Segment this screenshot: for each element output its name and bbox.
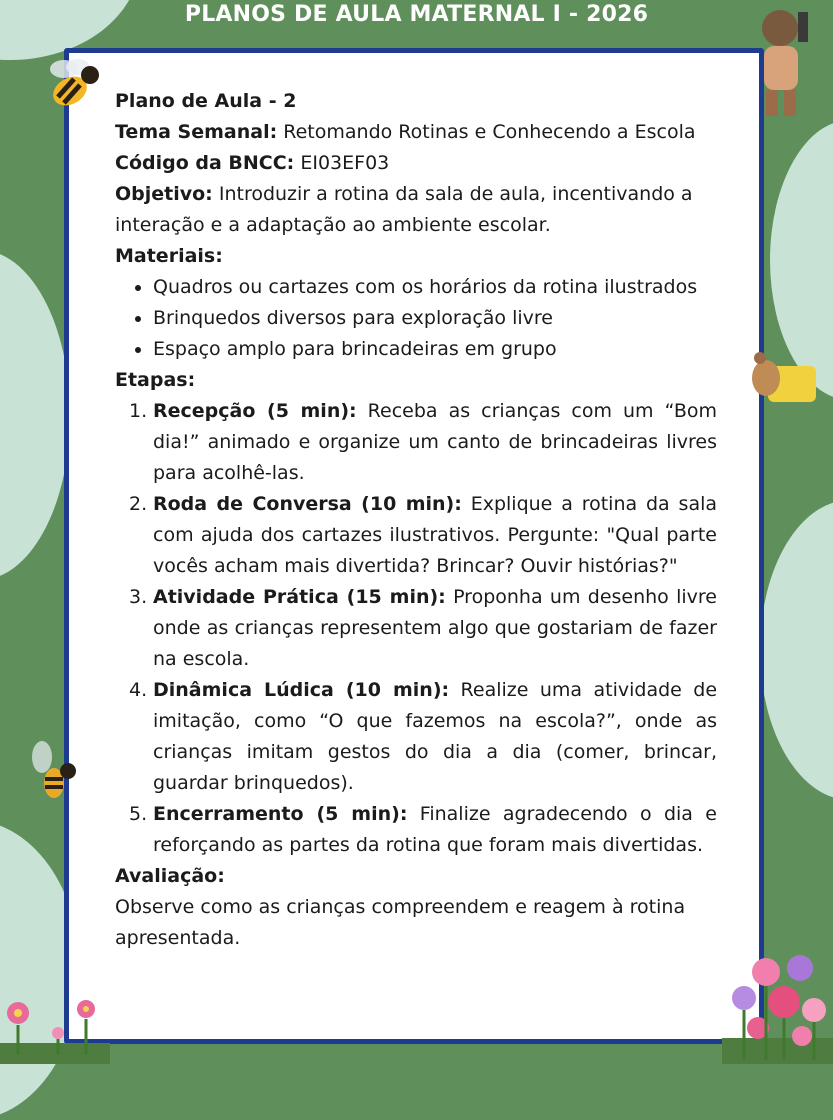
flowers-decoration [722,950,833,1069]
step-text: Realize uma atividade de imitação, como “O que fazemos na escola?”, onde as crianças imitam gestos do dia a dia (comer, brincar, guardar brinquedos). [153,679,718,794]
bee-icon [744,350,824,417]
step-number: 4. [129,679,148,701]
step-title: Recepção (5 min): [153,400,357,422]
bncc-row [115,148,717,179]
list-item [115,799,717,861]
plan-title-text: Plano de Aula - 2 [115,90,297,112]
tema-row [115,117,717,148]
objetivo-row [115,179,717,241]
background-blob-left [0,250,70,580]
bee-icon [28,735,84,810]
avaliacao-heading [115,861,717,892]
step-number: 3. [129,586,148,608]
list-item [115,489,717,582]
child-character-icon [748,4,818,124]
objetivo-label: Objetivo: [115,183,213,205]
lesson-plan-content [115,86,717,954]
step-title: Encerramento (5 min): [153,803,408,825]
avaliacao-label: Avaliação: [115,865,225,887]
bee-icon [40,55,108,118]
step-title: Dinâmica Lúdica (10 min): [153,679,450,701]
list-item [115,396,717,489]
bncc-value: EI03EF03 [300,152,390,174]
step-title: Atividade Prática (15 min): [153,586,446,608]
materiais-list [115,272,717,365]
step-text: Receba as crianças com um “Bom dia!” animado e organize um canto de brincadeiras livres para acolhê-las. [153,400,717,484]
objetivo-value: Introduzir a rotina da sala de aula, incentivando a interação e a adaptação ao ambiente escolar. [115,183,693,236]
background-blob-bottom-right [760,500,833,800]
page-header: PLANOS DE AULA MATERNAL I - 2026 [184,2,649,27]
list-item [115,675,717,799]
bncc-label: Código da BNCC: [115,152,295,174]
list-item: • Brinquedos diversos para exploração livre [153,303,717,334]
avaliacao-value: Observe como as crianças compreendem e reagem à rotina apresentada. [115,896,686,949]
etapas-heading [115,365,717,396]
list-item: • Espaço amplo para brincadeiras em grupo [153,334,717,365]
flowers-decoration [0,995,110,1069]
list-item: • Quadros ou cartazes com os horários da rotina ilustrados [153,272,717,303]
materiais-heading [115,241,717,272]
etapas-list [115,396,717,861]
list-item [115,582,717,675]
step-number: 1. [129,400,148,422]
tema-value: Retomando Rotinas e Conhecendo a Escola [283,121,696,143]
tema-label: Tema Semanal: [115,121,278,143]
step-number: 5. [129,803,148,825]
step-text: Finalize agradecendo o dia e reforçando as partes da rotina que foram mais divertidas. [153,803,717,856]
step-number: 2. [129,493,148,515]
etapas-label: Etapas: [115,369,196,391]
step-text: Explique a rotina da sala com ajuda dos cartazes ilustrativos. Pergunte: "Qual parte vocês acham mais divertida? Brincar? Ouvir histórias?" [153,493,718,577]
step-text: Proponha um desenho livre onde as crianças representem algo que gostariam de fazer na escola. [153,586,717,670]
plan-title [115,86,717,117]
materiais-label: Materiais: [115,245,223,267]
step-title: Roda de Conversa (10 min): [153,493,462,515]
